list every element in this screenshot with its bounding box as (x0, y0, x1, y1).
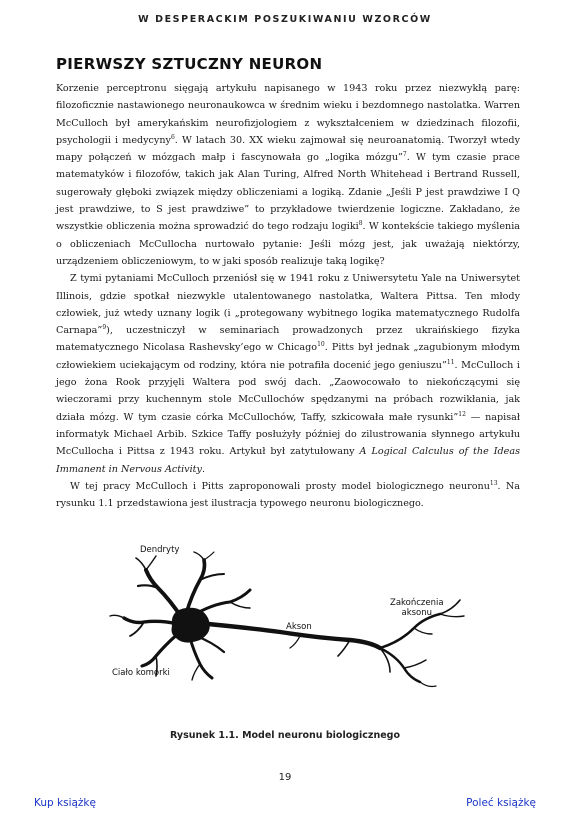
section-title: PIERWSZY SZTUCZNY NEURON (56, 55, 323, 73)
label-dendrites: Dendryty (140, 545, 180, 555)
text-run: . W latach 30. XX wieku zajmował się neuroanatomią. Tworzył wtedy mapy połączeń w mózgach małp i fascynowała go „logika mózgu” (56, 134, 520, 164)
text-run: Korzenie perceptronu sięgają artykułu napisanego w 1943 roku przez niezwykłą parę: filozoficznie nastawionego neuronaukowca w średnim wieku i bezdomnego nastolatka. Warren McCulloch był amerykańskim neurofizjologiem z wykształceniem w dziedzinach filozofii, psychologii i medycyny (56, 83, 520, 146)
text-run: — napisał informatyk Michael Arbib. Szkice Taffy posłużyły później do zilustrowania słynnego artykułu McCullocha i Pittsa z 1943 roku. Artykuł był zatytułowany (56, 411, 520, 458)
text-run: . (201, 463, 205, 475)
footnote-ref: 7 (402, 151, 407, 159)
text-run: . W kontekście takiego myślenia o obliczeniach McCullocha nurtowało pytanie: Jeśli mózg jest, jak uważają niektórzy, urządzeniem obliczeniowym, to w jaki sposób realizuje taką logikę? (56, 221, 520, 267)
text-run: Z tymi pytaniami McCulloch przeniósł się w 1941 roku z Uniwersytetu Yale na Uniwersytet Illinois, gdzie spotkał niezwykle utalentowanego nastolatka, Waltera Pittsa. Ten młody człowiek, już wtedy uznany logik (i „protegowany wybitnego logika matematycznego Rudolfa Carnapa” (56, 273, 520, 337)
label-axon: Akson (286, 622, 312, 632)
text-run: . Pitts był jednak „zagubionym młodym człowiekiem uciekającym od rodziny, która nie potrafiła docenić jego geniuszu” (56, 342, 520, 371)
page-number: 19 (278, 772, 292, 783)
label-axon-terminals-line2: aksonu (401, 608, 433, 618)
label-cell-body: Ciało komórki (112, 668, 170, 678)
recommend-book-link[interactable]: Poleć książkę (466, 797, 536, 809)
text-run: W tej pracy McCulloch i Pitts zaproponowali prosty model biologicznego neuronu (70, 480, 490, 492)
footnote-ref: 11 (446, 358, 455, 366)
text-run: . W tym czasie prace matematyków i filozofów, takich jak Alan Turing, Alfred North Whitehead i Bertrand Russell, sugerowały głęboki związek między obliczeniami a logiką. Zdanie „Jeśli P jest prawdziwe I Q jest prawdziwe, to S jest prawdziwe” to przykładowe twierdzenie logiczne. Zakładano, że wszystkie obliczenia można sprowadzić do tego rodzaju logiki (56, 152, 520, 233)
footnote-ref: 13 (489, 479, 498, 487)
text-run: ), uczestniczył w seminariach prowadzonych przez ukraińskiego fizyka matematycznego Nicolasa Rashevsky’ego w Chicago (56, 325, 520, 354)
footnote-ref: 6 (170, 133, 175, 141)
label-axon-terminals-line1: Zakończenia (390, 598, 444, 608)
footnote-ref: 8 (358, 220, 363, 228)
cell-body (172, 608, 210, 643)
figure-caption: Rysunek 1.1. Model neuronu biologicznego (170, 730, 400, 741)
buy-book-link[interactable]: Kup książkę (34, 797, 96, 809)
article-title: A Logical Calculus of the Ideas Immanent in Nervous Activity (56, 446, 520, 475)
body-text (56, 80, 520, 512)
running-header: W DESPERACKIM POSZUKIWANIU WZORCÓW (138, 14, 432, 25)
neuron-figure (100, 545, 480, 698)
label-axon-terminals (390, 598, 444, 618)
footnote-ref: 10 (317, 341, 325, 349)
footnote-ref: 12 (458, 410, 466, 418)
paragraph-2 (56, 270, 520, 478)
paragraph-3 (56, 478, 520, 513)
text-run: . McCulloch i jego żona Rook przyjęli Waltera pod swój dach. „Zaowocowało to niekończącymi się wieczorami przy kuchennym stole McCullochów spędzanymi na próbach rozwikłania, jak działa mózg. W tym czasie córka McCullochów, Taffy, szkicowała małe rysunki” (56, 359, 520, 423)
footnote-ref: 9 (102, 324, 107, 332)
text-run: . Na rysunku 1.1 przedstawiona jest ilustracja typowego neuronu biologicznego. (56, 480, 520, 510)
paragraph-1 (56, 80, 520, 270)
